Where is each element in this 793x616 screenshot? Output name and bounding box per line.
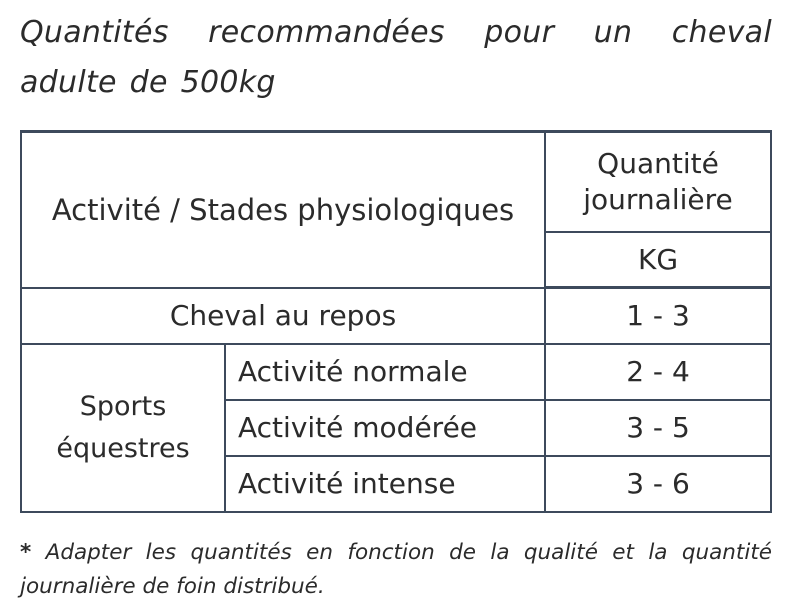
footnote-marker: * <box>20 540 32 565</box>
feed-quantity-table <box>20 130 772 513</box>
row-value-normal: 2 - 4 <box>545 344 771 400</box>
footnote <box>20 536 772 604</box>
row-value-intense: 3 - 6 <box>545 456 771 512</box>
header-activity: Activité / Stades physiologiques <box>21 132 545 288</box>
row-label-intense: Activité intense <box>225 456 545 512</box>
row-label-moderate: Activité modérée <box>225 400 545 456</box>
row-label-rest: Cheval au repos <box>21 288 545 344</box>
table-row <box>21 288 771 344</box>
header-quantity: Quantité journalière <box>545 132 771 232</box>
row-value-rest: 1 - 3 <box>545 288 771 344</box>
table-row <box>21 344 771 400</box>
page-title: Quantités recommandées pour un cheval adulte de 500kg <box>20 15 772 100</box>
header-unit: KG <box>545 232 771 288</box>
footnote-text: Adapter les quantités en fonction de la qualité et la quantité journalière de foin distribué. <box>20 540 772 599</box>
row-group-sports: Sports équestres <box>21 344 225 512</box>
row-value-moderate: 3 - 5 <box>545 400 771 456</box>
row-label-normal: Activité normale <box>225 344 545 400</box>
